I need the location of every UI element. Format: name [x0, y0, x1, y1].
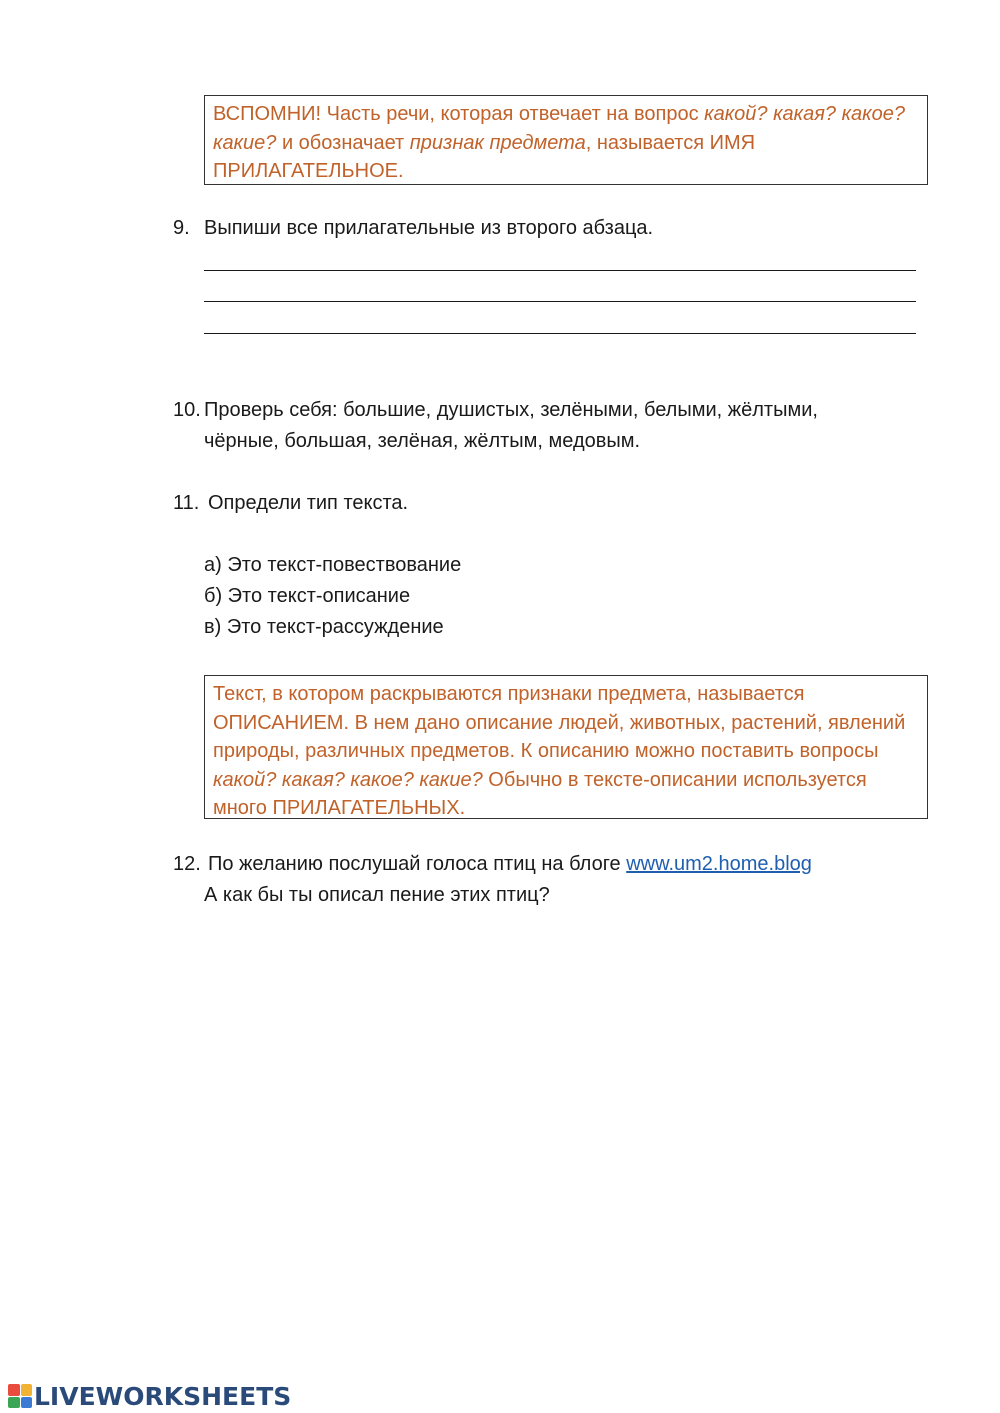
question-text: Проверь себя: большие, душистых, зелёными, белыми, жёлтыми, [204, 399, 818, 421]
option-b[interactable]: б) Это текст-описание [204, 585, 411, 607]
description-text-1: Текст, в котором раскрываются признаки предмета, называется ОПИСАНИЕМ. В нем дано описание людей, животных, растений, явлений природы, различных предметов. К описанию можно поставить вопросы [213, 683, 906, 762]
question-number: 12. [173, 853, 201, 875]
answer-line-2[interactable] [204, 301, 916, 302]
liveworksheets-logo[interactable] [8, 1381, 291, 1411]
question-12 [173, 849, 812, 880]
question-text: Определи тип текста. [208, 492, 409, 514]
option-a[interactable]: а) Это текст-повествование [204, 554, 462, 576]
question-11 [173, 488, 408, 519]
answer-line-1[interactable] [204, 270, 916, 271]
reminder-text-1: ВСПОМНИ! Часть речи, которая отвечает на вопрос [213, 103, 705, 125]
reminder-questions: какой? какая? какое? какие? [213, 103, 905, 154]
question-10-continued: чёрные, большая, зелёная, жёлтым, медовым. [204, 430, 641, 452]
description-box [204, 675, 928, 819]
question-9 [173, 213, 653, 244]
reminder-box [204, 95, 928, 185]
question-text: Выпиши все прилагательные из второго абзаца. [204, 217, 654, 239]
question-number: 11. [173, 492, 200, 514]
question-number: 10. [173, 399, 201, 421]
reminder-text-2: и обозначает [276, 131, 410, 154]
logo-blocks-icon [8, 1384, 32, 1408]
description-questions: какой? какая? какое? какие? [213, 768, 483, 791]
answer-line-3[interactable] [204, 333, 916, 334]
description-text-2: Обычно в тексте-описании используется много ПРИЛАГАТЕЛЬНЫХ. [213, 768, 867, 819]
blog-link[interactable]: www.um2.home.blog [626, 853, 812, 875]
reminder-feature: признак предмета [409, 131, 586, 154]
question-text: По желанию послушай голоса птиц на блоге [208, 853, 627, 875]
reminder-text-3: , называется ИМЯ ПРИЛАГАТЕЛЬНОЕ. [213, 131, 756, 182]
question-number: 9. [173, 217, 190, 239]
logo-text: LIVEWORKSHEETS [34, 1381, 292, 1411]
question-12-continued: А как бы ты описал пение этих птиц? [204, 884, 550, 906]
option-c[interactable]: в) Это текст-рассуждение [204, 616, 444, 638]
question-10 [173, 395, 818, 426]
